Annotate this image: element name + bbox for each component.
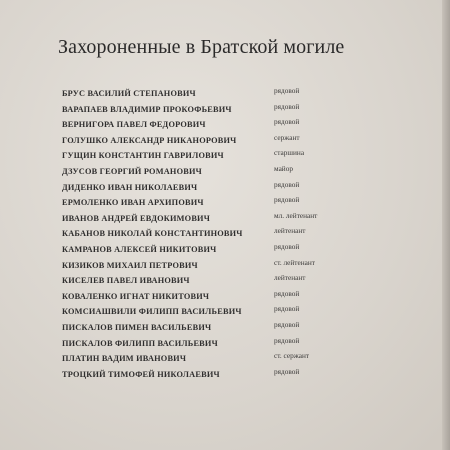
person-name: ГОЛУШКО АЛЕКСАНДР НИКАНОРОВИЧ — [62, 135, 237, 145]
person-name: ТРОЦКИЙ ТИМОФЕЙ НИКОЛАЕВИЧ — [62, 369, 220, 379]
person-name: ПИСКАЛОВ ФИЛИПП ВАСИЛЬЕВИЧ — [62, 338, 218, 348]
list-item — [62, 351, 362, 370]
person-name: ВАРАПАЕВ ВЛАДИМИР ПРОКОФЬЕВИЧ — [62, 104, 232, 114]
list-item — [62, 117, 362, 136]
list-item — [62, 179, 362, 199]
person-rank: майор — [274, 163, 294, 173]
person-name: КИЗИКОВ МИХАИЛ ПЕТРОВИЧ — [62, 260, 198, 270]
person-rank: мл. лейтенант — [274, 210, 318, 220]
person-name: КАМРАНОВ АЛЕКСЕЙ НИКИТОВИЧ — [62, 244, 217, 254]
person-rank: старшина — [274, 148, 305, 158]
list-item — [62, 101, 362, 121]
list-item — [62, 148, 362, 167]
person-rank: рядовой — [274, 195, 300, 205]
list-item — [62, 288, 362, 308]
list-item — [62, 210, 362, 230]
person-rank: рядовой — [274, 366, 300, 376]
person-rank: рядовой — [274, 117, 300, 127]
person-name: ИВАНОВ АНДРЕЙ ЕВДОКИМОВИЧ — [62, 213, 210, 223]
person-name: ПИСКАЛОВ ПИМЕН ВАСИЛЬЕВИЧ — [62, 322, 212, 332]
list-item — [62, 86, 362, 105]
list-item — [62, 273, 362, 292]
person-rank: рядовой — [274, 335, 300, 345]
person-name: БРУС ВАСИЛИЙ СТЕПАНОВИЧ — [62, 89, 196, 98]
person-rank: лейтенант — [274, 226, 306, 236]
person-name: ДИДЕНКО ИВАН НИКОЛАЕВИЧ — [62, 182, 198, 192]
person-name: ДЗУСОВ ГЕОРГИЙ РОМАНОВИЧ — [62, 166, 202, 176]
list-item — [62, 241, 362, 261]
list-item — [62, 366, 362, 386]
person-rank: рядовой — [274, 319, 300, 329]
person-rank: рядовой — [274, 179, 300, 189]
list-item — [62, 257, 362, 277]
person-name: КИСЕЛЕВ ПАВЕЛ ИВАНОВИЧ — [62, 276, 190, 286]
list-item — [62, 304, 362, 323]
person-rank: лейтенант — [274, 273, 306, 283]
person-name: ПЛАТИН ВАДИМ ИВАНОВИЧ — [62, 354, 187, 364]
list-item — [62, 319, 362, 339]
person-name: ВЕРНИГОРА ПАВЕЛ ФЕДОРОВИЧ — [62, 120, 206, 130]
page-spine-shadow — [442, 0, 450, 450]
person-name: КОМСИАШВИЛИ ФИЛИПП ВАСИЛЬЕВИЧ — [62, 307, 242, 317]
list-item — [62, 226, 362, 245]
person-rank: рядовой — [274, 288, 300, 298]
list-item — [62, 335, 362, 355]
person-rank: рядовой — [274, 101, 300, 111]
person-rank: сержант — [274, 132, 300, 142]
page-title: Захороненные в Братской могиле — [58, 36, 345, 58]
person-rank: рядовой — [274, 241, 300, 251]
person-name: КАБАНОВ НИКОЛАЙ КОНСТАНТИНОВИЧ — [62, 229, 243, 239]
person-name: ЕРМОЛЕНКО ИВАН АРХИПОВИЧ — [62, 198, 204, 208]
person-rank: ст. лейтенант — [274, 257, 315, 267]
person-name: КОВАЛЕНКО ИГНАТ НИКИТОВИЧ — [62, 291, 210, 301]
burial-list — [62, 86, 362, 385]
list-item — [62, 163, 362, 183]
list-item — [62, 132, 362, 152]
person-name: ГУЩИН КОНСТАНТИН ГАВРИЛОВИЧ — [62, 151, 224, 161]
person-rank: рядовой — [274, 304, 300, 314]
person-rank: рядовой — [274, 86, 300, 95]
person-rank: ст. сержант — [274, 351, 310, 361]
